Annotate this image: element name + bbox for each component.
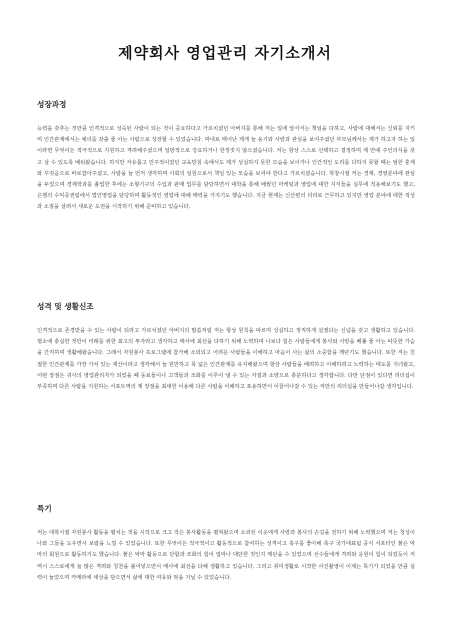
section-heading: 성장과정 [37,100,67,109]
section-heading: 성격 및 생활신조 [37,302,94,311]
section-body: 인격적으로 존경받을 수 있는 사람이 되라고 가르치셨던 아버지의 말씀처럼 저는 항상 원칙을 따르며 성실하고 정직하게 살겠다는 신념을 갖고 생활하고 있습니다. 평소에 충실한 것만이 미래를 위한 최고의 투자라고 생각하고 매사에 최선을 다하기 위해 노력하며 나보다 힘든 사람들에게 봉사와 사랑을 베풀 줄 아는 따뜻한 가슴을 간직하며 생활해왔습니다. 그래서 자원봉사 프로그램에 참가해 소외되고 어려운 사람들을 이해하고 마음이 사는 삶의 소중함을 깨닫기도 했습니다. 또한 저는 친절한 인간관계를 가장 가치 있는 재산이라고 생각해서 늘 원만하고 폭 넓은 인간관계를 유지해왔으며 항상 사람들을 배려하고 이해하려고 노력하는 태도를 지녀왔고, 어떤 장점은 귀사의 영업관리자가 되었을 때 동료들이나 고객들과 조화를 이루어 낼 수 있는 자질과 소양으로 충분하다고 생각합니다. 다만 단점이 있다면 리더십이 부족하며 다른 사람을 지원하는 서포트역의 제 장점을 최대한 이용해 다른 사람을 이해하고 포용하면서 이끌어나갈 수 있는 저만의 리더십을 만들어나갈 생각입니다. [37,328,415,391]
section-specialty [37,504,415,584]
document-title: 제약회사 영업관리 자기소개서 [118,44,332,62]
section-growth [37,100,415,214]
section-heading: 특기 [37,504,52,513]
section-personality [37,302,415,393]
section-body: 능력을 갖추는 것만큼 인격적으로 성숙된 사람이 되는 것이 중요하다고 가르치셨던 아버지를 통해 저는 일에 앞서서는 책임을 다하고, 사람에 대해서는 신뢰를 지키며 인간관계에서는 예의를 갖출 줄 아는 사람으로 성장할 수 있었습니다. 막내로 태어난 제게 늘 용기와 사랑과 관심을 보여주셨던 부모님께서는 제가 하고자 하는 일이라면 무엇이든 적극적으로 지원하고 격려해주셨으며 일방적으로 강요하거나 한정짓지 않으셨습니다. 저는 항상 스스로 선택하고 결정하며 제 안에 주인의식을 갖고 살 수 있도록 배워왔습니다. 하지만 자유롭고 민주적이었던 교육방침 속에서도 제가 성실하지 못한 모습을 보이거나 인간적인 도리를 다하지 못할 때는 엄한 훈계와 꾸짖음으로 바로잡아주셨고, 사람을 늘 먼저 생각하며 사회의 일원으로서 책임 있는 모습을 보여야 한다고 가르치셨습니다. 학창시절 저는 경제, 경영분야에 관심을 두었으며 경제학과를 졸업한 후에는 소형기구의 수입과 판매 업무를 담당하면서 대학을 통해 배웠던 마케팅과 영업에 대한 지식들을 실무에 적용해보기도 했고, 은행의 수익증권팀에서 법인영업을 담당하며 활동적인 영업에 대해 매력을 가지기도 했습니다. 지금 현재는 신산편의 더리로 근무하고 있지만 영업 분야에 대한 적성과 소질을 살려서 새로운 도전을 시작하기 위해 준비하고 있습니다. [37,126,415,211]
section-body: 저는 대학시절 자원봉사 활동을 펼치는 것을 시작으로 크고 작은 봉사활동을 펼쳐왔으며 소외된 이웃에게 사랑과 봉사의 손길을 전하기 위해 노력했으며 저는 청성이나와 그들을 도우면서 보람을 느낄 수 있었습니다. 또한 무엇이든 적극적이고 활동적으로 참여하는 성격이고 축구를 좋아해 축구 국가대표팀 공식 서포터인 붉은 악마의 회원으로 활동하기도 했습니다. 붉은 악마 활동으로 단합과 조화의 힘이 얼마나 대단한 것인지 깨닫을 수 있었으며 선수들에게 격려와 응원이 힘이 되었듯이 저 역시 스스로에게 늘 많은 격려와 칭찬을 불어넣으면서 매사에 최선을 다해 생활하고 있습니다. 그리고 취미생활로 시작한 사진촬영이 이제는 특기가 되었을 만큼 실력이 늘었으며 카메라에 세상을 담으면서 삶에 대한 여유와 멋을 지닐 수 있었습니다. [37,530,415,581]
